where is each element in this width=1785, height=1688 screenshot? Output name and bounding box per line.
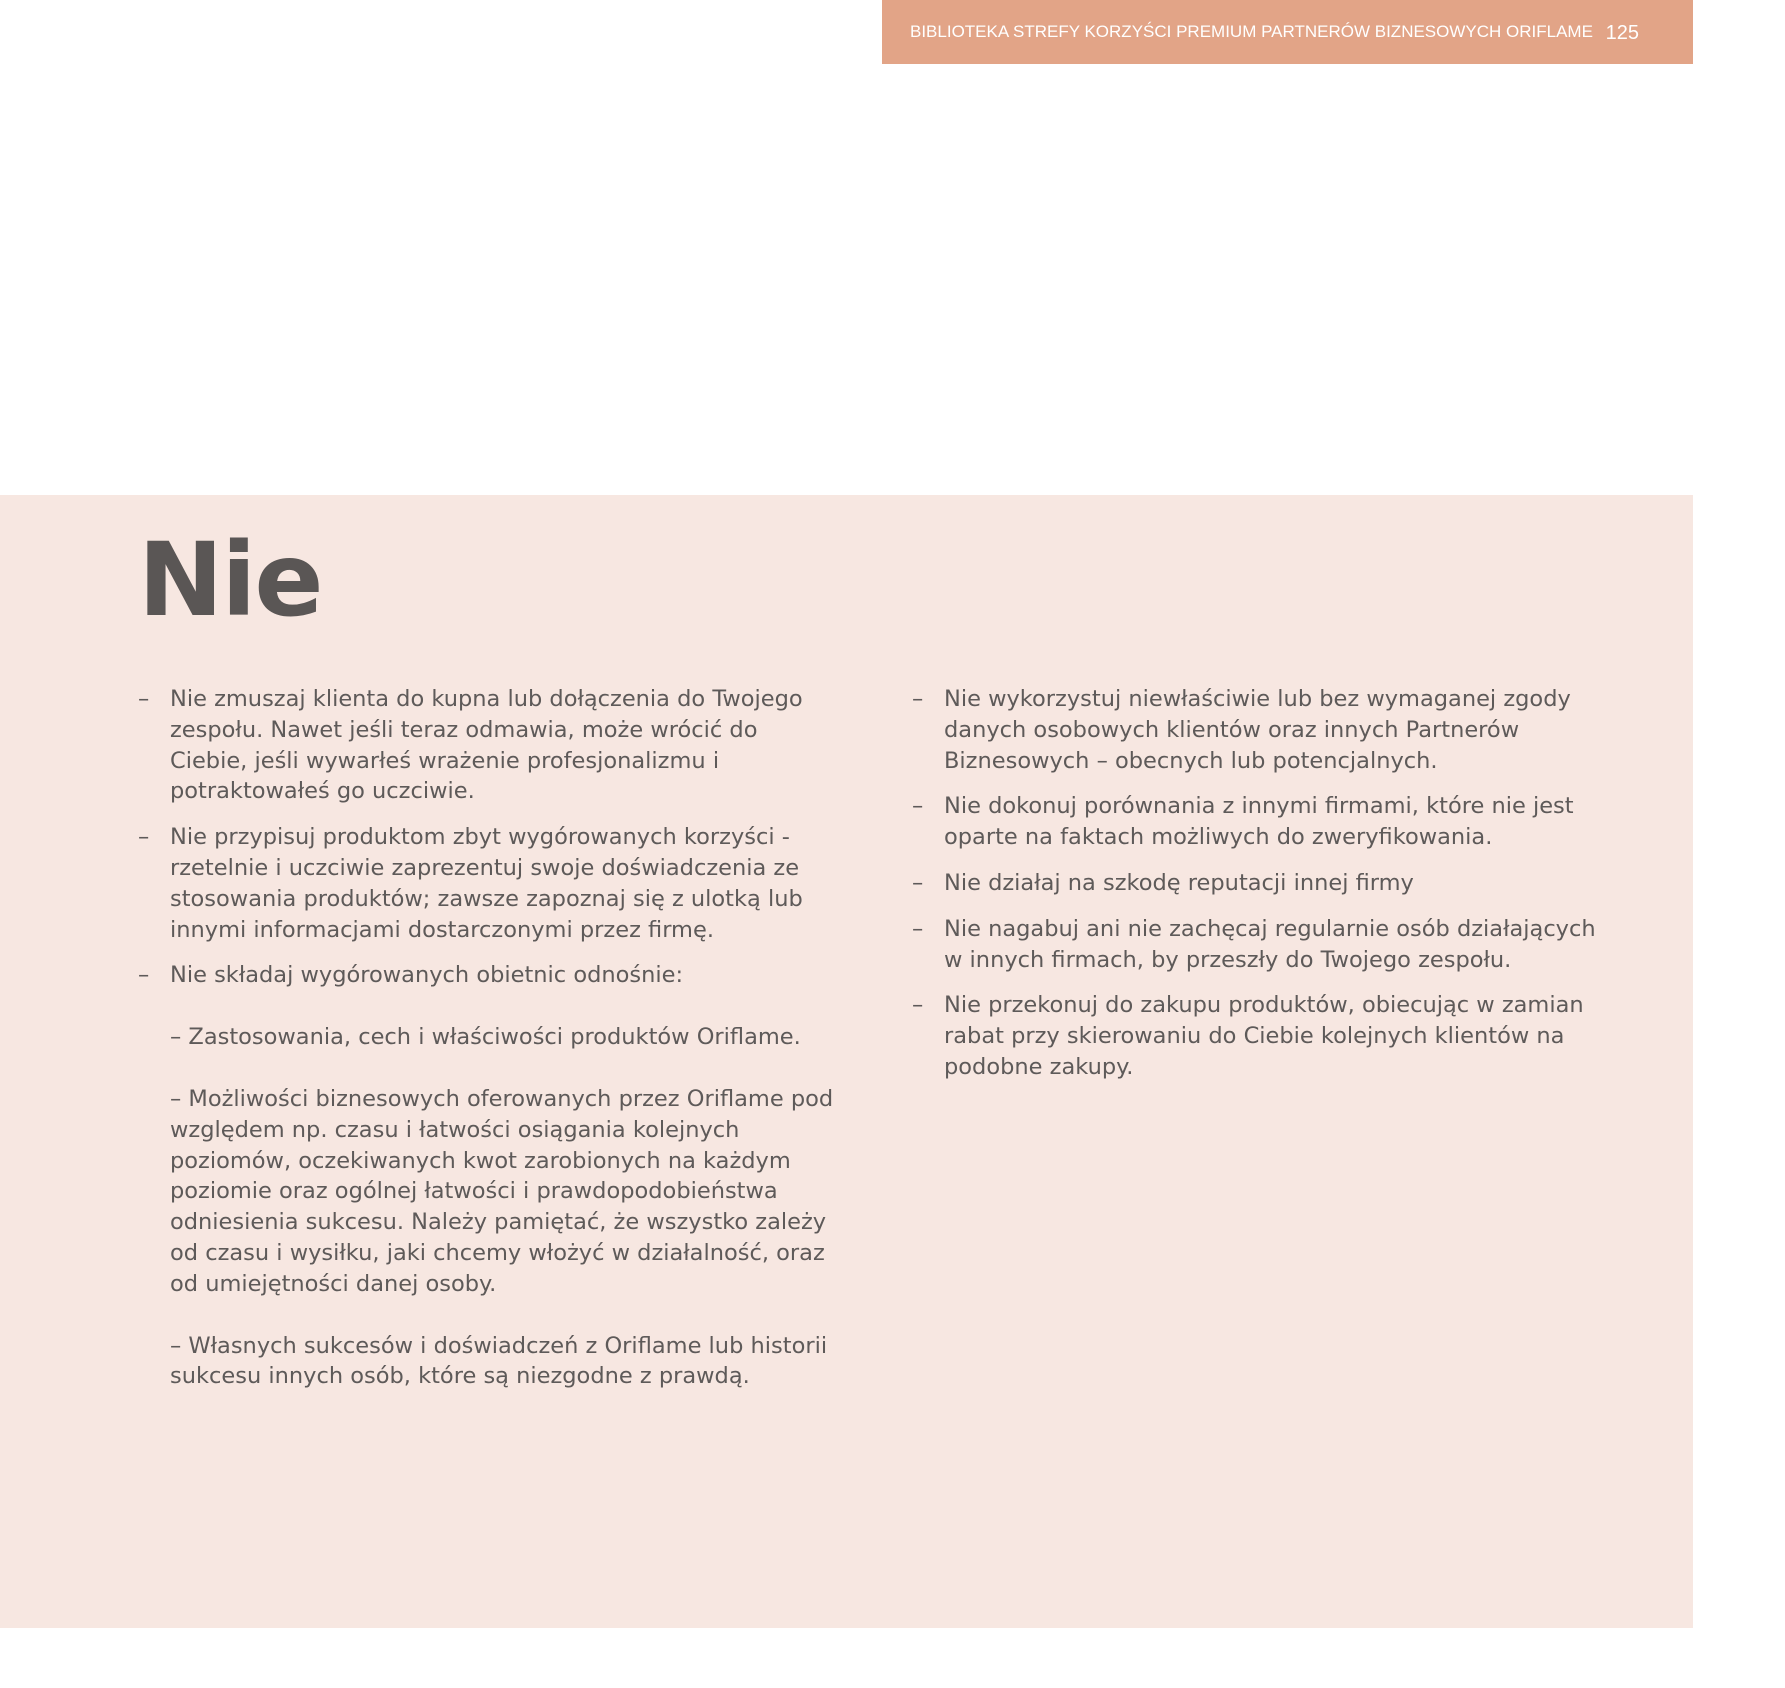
list-item-text: Nie nagabuj ani nie zachęcaj regularnie osób działających w innych firmach, by przeszły do Twojego zespołu. [944, 915, 1596, 973]
right-column [912, 684, 1602, 1098]
list-item [138, 822, 838, 945]
list-item [912, 914, 1602, 976]
page-number: 125 [1605, 22, 1639, 44]
section-heading: Nie [138, 521, 322, 640]
list-item-text: Nie składaj wygórowanych obietnic odnośnie: [170, 962, 684, 989]
bullet-dash: – [138, 962, 150, 989]
sub-item-text: – Możliwości biznesowych oferowanych przez Oriflame pod względem np. czasu i łatwości osiągania kolejnych poziomów, oczekiwanych kwot zarobionych na każdym poziomie oraz ogólnej łatwości i prawdopodobieństwa odniesienia sukcesu. Należy pamiętać, że wszystko zależy od czasu i wysiłku, jaki chcemy włożyć w działalność, oraz od umiejętności danej osoby. [170, 1085, 834, 1297]
bullet-dash: – [912, 686, 924, 712]
list-item-text: Nie zmuszaj klienta do kupna lub dołączenia do Twojego zespołu. Nawet jeśli teraz odmawia, może wrócić do Ciebie, jeśli wywarłeś wrażenie profesjonalizmu i potraktowałeś go uczciwie. [170, 686, 803, 805]
bullet-dash: – [138, 824, 150, 851]
sub-item-text: – Zastosowania, cech i właściwości produktów Oriflame. [170, 1024, 801, 1051]
list-item-text: Nie wykorzystuj niewłaściwie lub bez wymaganej zgody danych osobowych klientów oraz innych Partnerów Biznesowych – obecnych lub potencjalnych. [944, 686, 1571, 774]
header-title: BIBLIOTEKA STREFY KORZYŚCI PREMIUM PARTNERÓW BIZNESOWYCH ORIFLAME [910, 22, 1593, 41]
list-item [912, 868, 1602, 899]
list-item [138, 960, 838, 1392]
bullet-dash: – [912, 992, 924, 1019]
bullet-dash: – [912, 793, 924, 820]
list-item-text: Nie dokonuj porównania z innymi firmami, które nie jest oparte na faktach możliwych do zweryfikowania. [944, 793, 1574, 851]
list-item-text: Nie przekonuj do zakupu produktów, obiecując w zamian rabat przy skierowaniu do Ciebie kolejnych klientów na podobne zakupy. [944, 992, 1584, 1080]
header-bar [882, 0, 1693, 64]
sub-item-text: – Własnych sukcesów i doświadczeń z Oriflame lub historii sukcesu innych osób, które są niezgodne z prawdą. [170, 1332, 828, 1390]
left-column [138, 684, 838, 1407]
list-item-text: Nie przypisuj produktom zbyt wygórowanych korzyści - rzetelnie i uczciwie zaprezentuj swoje doświadczenia ze stosowania produktów; zawsze zapoznaj się z ulotką lub innymi informacjami dostarczonymi przez firmę. [170, 824, 803, 943]
bullet-dash: – [912, 869, 924, 896]
list-item-text: Nie działaj na szkodę reputacji innej firmy [944, 869, 1414, 896]
bullet-dash: – [138, 686, 150, 712]
list-item [138, 684, 838, 807]
list-item [912, 791, 1602, 853]
list-item [912, 990, 1602, 1082]
bullet-dash: – [912, 915, 924, 942]
list-item [912, 684, 1602, 776]
